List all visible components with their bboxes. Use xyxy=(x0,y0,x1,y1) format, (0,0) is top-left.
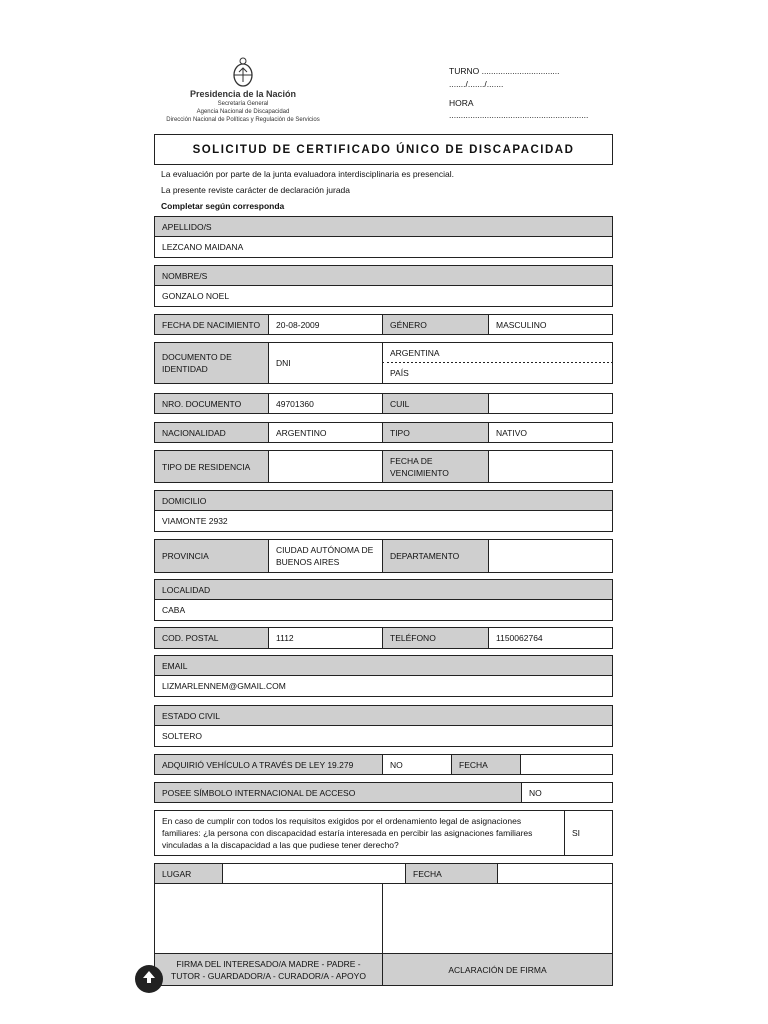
tel-value[interactable]: 1150062764 xyxy=(488,627,613,649)
civil-value[interactable]: SOLTERO xyxy=(154,725,613,747)
prov-value[interactable]: CIUDAD AUTÓNOMA DE BUENOS AIRES xyxy=(268,539,383,573)
loc-value[interactable]: CABA xyxy=(154,599,613,621)
lfecha-label: FECHA xyxy=(405,863,498,884)
lugar-value[interactable] xyxy=(222,863,406,884)
org-title: Presidencia de la Nación xyxy=(189,89,297,99)
apellido-value[interactable]: LEZCANO MAIDANA xyxy=(154,236,613,258)
genero-value[interactable]: MASCULINO xyxy=(488,314,613,335)
res-value[interactable] xyxy=(268,450,383,483)
depto-label: DEPARTAMENTO xyxy=(382,539,489,573)
aclaracion-label: ACLARACIÓN DE FIRMA xyxy=(382,953,613,986)
res-label: TIPO DE RESIDENCIA xyxy=(154,450,269,483)
org-line: Secretaría General xyxy=(217,101,269,107)
instruction: Completar según corresponda xyxy=(161,201,285,211)
lfecha-value[interactable] xyxy=(497,863,613,884)
date-line: ......./......./....... xyxy=(449,79,504,89)
localidad-section xyxy=(154,579,613,621)
email-label: EMAIL xyxy=(154,655,613,676)
doc-pais-value[interactable]: ARGENTINA xyxy=(382,342,613,363)
cp-row xyxy=(154,627,613,649)
nro-value[interactable]: 49701360 xyxy=(268,393,383,414)
apellido-label: APELLIDO/S xyxy=(154,216,613,237)
vehiculo-label: ADQUIRIÓ VEHÍCULO A TRAVÉS DE LEY 19.279 xyxy=(154,754,383,775)
form-title: SOLICITUD DE CERTIFICADO ÚNICO DE DISCAPACIDAD xyxy=(192,143,575,156)
email-value[interactable]: LIZMARLENNEM@GMAIL.COM xyxy=(154,675,613,697)
doc-value[interactable]: DNI xyxy=(268,342,383,384)
aclaracion-area[interactable] xyxy=(382,883,613,954)
simbolo-value[interactable]: NO xyxy=(521,782,613,803)
fnac-value[interactable]: 20-08-2009 xyxy=(268,314,383,335)
domicilio-section xyxy=(154,490,613,532)
depto-value[interactable] xyxy=(488,539,613,573)
fnac-label: FECHA DE NACIMIENTO xyxy=(154,314,269,335)
arrow-up-icon xyxy=(141,969,157,990)
doc-label: DOCUMENTO DE IDENTIDAD xyxy=(154,342,269,384)
apellido-section xyxy=(154,216,613,258)
cp-label: COD. POSTAL xyxy=(154,627,269,649)
simbolo-row xyxy=(154,782,613,803)
nac-label: NACIONALIDAD xyxy=(154,422,269,443)
intro-line: La evaluación por parte de la junta evaluadora interdisciplinaria es presencial. xyxy=(161,169,454,179)
firma-area[interactable] xyxy=(154,883,383,954)
tipo-value[interactable]: NATIVO xyxy=(488,422,613,443)
cuil-label: CUIL xyxy=(382,393,489,414)
venc-value[interactable] xyxy=(488,450,613,483)
asign-value[interactable]: SI xyxy=(564,810,613,856)
argentina-seal-icon xyxy=(230,56,256,90)
cuil-value[interactable] xyxy=(488,393,613,414)
simbolo-label: POSEE SÍMBOLO INTERNACIONAL DE ACCESO xyxy=(154,782,522,803)
email-section xyxy=(154,655,613,697)
nacionalidad-row xyxy=(154,422,613,443)
nombre-section xyxy=(154,265,613,307)
dom-value[interactable]: VIAMONTE 2932 xyxy=(154,510,613,532)
turno-field: TURNO ................................. xyxy=(449,66,560,76)
hora-label: HORA xyxy=(449,98,474,108)
venc-label: FECHA DE VENCIMIENTO xyxy=(382,450,489,483)
provincia-row xyxy=(154,539,613,573)
form-title-box xyxy=(154,134,613,165)
dom-label: DOMICILIO xyxy=(154,490,613,511)
vfecha-label: FECHA xyxy=(451,754,521,775)
firma-label: FIRMA DEL INTERESADO/A MADRE - PADRE - TUTOR - GUARDADOR/A - CURADOR/A - APOYO xyxy=(154,953,383,986)
vehiculo-value[interactable]: NO xyxy=(382,754,452,775)
vfecha-value[interactable] xyxy=(520,754,613,775)
lugar-label: LUGAR xyxy=(154,863,223,884)
residencia-row xyxy=(154,450,613,483)
cp-value[interactable]: 1112 xyxy=(268,627,383,649)
hora-line: ........................................................... xyxy=(449,110,589,120)
prov-label: PROVINCIA xyxy=(154,539,269,573)
scroll-to-top-button[interactable] xyxy=(135,965,163,993)
intro-line: La presente reviste carácter de declaración jurada xyxy=(161,185,350,195)
genero-label: GÉNERO xyxy=(382,314,489,335)
firma-section xyxy=(154,863,613,986)
asignaciones-row xyxy=(154,810,613,856)
nombre-label: NOMBRE/S xyxy=(154,265,613,286)
nro-row xyxy=(154,393,613,414)
loc-label: LOCALIDAD xyxy=(154,579,613,600)
tipo-label: TIPO xyxy=(382,422,489,443)
tel-label: TELÉFONO xyxy=(382,627,489,649)
pais-label: PAÍS xyxy=(382,363,613,384)
civil-label: ESTADO CIVIL xyxy=(154,705,613,726)
documento-row xyxy=(154,342,613,384)
nombre-value[interactable]: GONZALO NOEL xyxy=(154,285,613,307)
org-line: Dirección Nacional de Políticas y Regulación de Servicios xyxy=(166,117,320,123)
asign-text: En caso de cumplir con todos los requisitos exigidos por el ordenamiento legal de asignaciones familiares: ¿la persona con discapacidad estaría interesada en percibir las asignaciones familiares vinculadas a la discapacidad a las que pudiese tener derecho? xyxy=(154,810,565,856)
vehiculo-row xyxy=(154,754,613,775)
fnac-row xyxy=(154,314,613,335)
civil-section xyxy=(154,705,613,747)
org-line: Agencia Nacional de Discapacidad xyxy=(196,109,290,115)
nro-label: NRO. DOCUMENTO xyxy=(154,393,269,414)
nac-value[interactable]: ARGENTINO xyxy=(268,422,383,443)
